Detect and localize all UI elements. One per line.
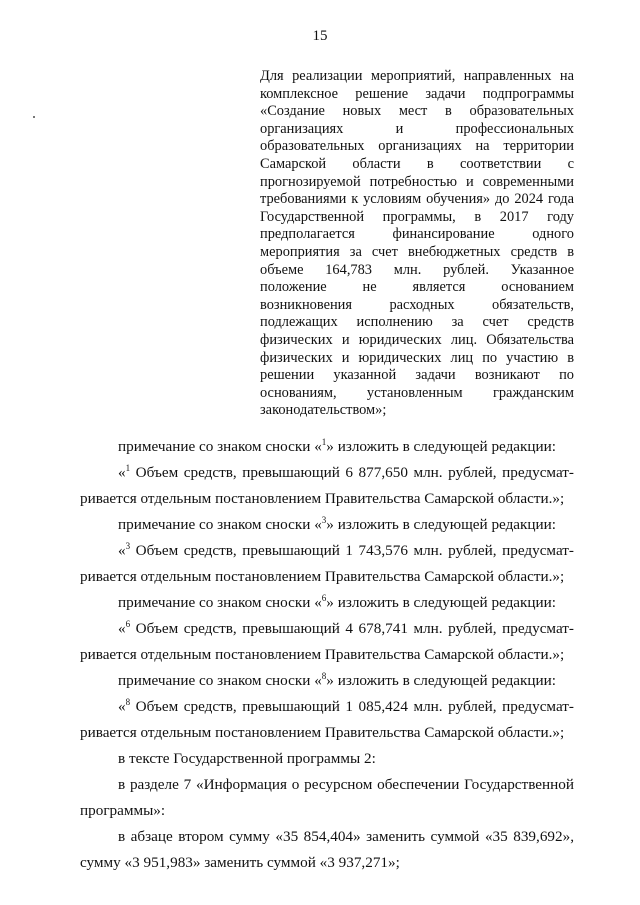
note-heading: примечание со знаком сноски «$^3$» изложить в следующей редакции:	[118, 515, 557, 533]
note-text-continued: ривается отдельным постановлением Правительства Самарской области.»;	[80, 724, 565, 741]
block-line: физических и юридических лиц по участию в	[260, 349, 574, 366]
block-line: мероприятия за счет внебюджетных средств в	[260, 243, 574, 260]
block-line: Государственной программы, в 2017 году	[260, 208, 574, 225]
paragraph-instruction: в абзаце втором сумму «35 854,404» заменить суммой «35 839,692»,	[118, 828, 574, 845]
note-text: «$^1$ Объем средств, превышающий 6 877,650 млн. рублей, предусмат-	[118, 463, 574, 481]
program2-instruction: в тексте Государственной программы 2:	[118, 750, 376, 767]
block-line: физических и юридических лиц. Обязательства	[260, 331, 574, 348]
block-line: законодательством»;	[260, 402, 387, 419]
footnote-marker: 1	[125, 463, 131, 473]
paragraph-instruction-continued: сумму «3 951,983» заменить суммой «3 937,271»;	[80, 854, 400, 871]
block-line: «Создание новых мест в образовательных	[260, 103, 574, 120]
block-line: Самарской области в соответствии с	[260, 155, 574, 172]
footnote-marker: 3	[321, 515, 327, 525]
footnote-marker: 6	[125, 619, 131, 629]
note-text-continued: ривается отдельным постановлением Правительства Самарской области.»;	[80, 490, 565, 507]
footnote-marker: 8	[321, 671, 327, 681]
note-heading: примечание со знаком сноски «$^6$» изложить в следующей редакции:	[118, 593, 557, 611]
block-line: возникновения расходных обязательств,	[260, 296, 574, 313]
footnote-marker: 3	[125, 541, 131, 551]
block-line: требованиями к условиям обучения» до 2024 года	[260, 191, 574, 208]
block-line: положение не является основанием	[260, 279, 574, 296]
note-text: «$^8$ Объем средств, превышающий 1 085,424 млн. рублей, предусмат-	[118, 697, 574, 715]
note-text: «$^6$ Объем средств, превышающий 4 678,741 млн. рублей, предусмат-	[118, 619, 574, 637]
note-heading: примечание со знаком сноски «$^8$» изложить в следующей редакции:	[118, 671, 557, 689]
section7-instruction: в разделе 7 «Информация о ресурсном обеспечении Государственной	[118, 776, 574, 793]
block-line: организациях и профессиональных	[260, 120, 574, 137]
amendment-block	[260, 68, 574, 420]
block-line: Для реализации мероприятий, направленных на	[260, 68, 574, 84]
block-line: подлежащих исполнению за счет средств	[260, 314, 574, 331]
note-heading: примечание со знаком сноски «$^1$» изложить в следующей редакции:	[118, 437, 557, 455]
section7-instruction-continued: программы»:	[80, 802, 166, 819]
footnote-marker: 1	[321, 437, 327, 447]
block-line: основаниям, установленным гражданским	[260, 384, 574, 401]
block-line: объеме 164,783 млн. рублей. Указанное	[260, 261, 574, 278]
block-line: решении указанной задачи возникают по	[260, 367, 574, 384]
footnote-marker: 8	[125, 697, 131, 707]
block-line: предполагается финансирование одного	[260, 226, 574, 243]
block-line: образовательных организациях на территории	[260, 138, 574, 155]
footnote-marker: 6	[321, 593, 327, 603]
note-text-continued: ривается отдельным постановлением Правительства Самарской области.»;	[80, 568, 565, 585]
scan-mark	[33, 116, 35, 118]
page-number: 15	[312, 28, 328, 44]
note-text-continued: ривается отдельным постановлением Правительства Самарской области.»;	[80, 646, 565, 663]
block-line: комплексное решение задачи подпрограммы	[260, 85, 574, 102]
block-line: прогнозируемой потребностью и современными	[260, 173, 574, 190]
note-text: «$^3$ Объем средств, превышающий 1 743,576 млн. рублей, предусмат-	[118, 541, 574, 559]
